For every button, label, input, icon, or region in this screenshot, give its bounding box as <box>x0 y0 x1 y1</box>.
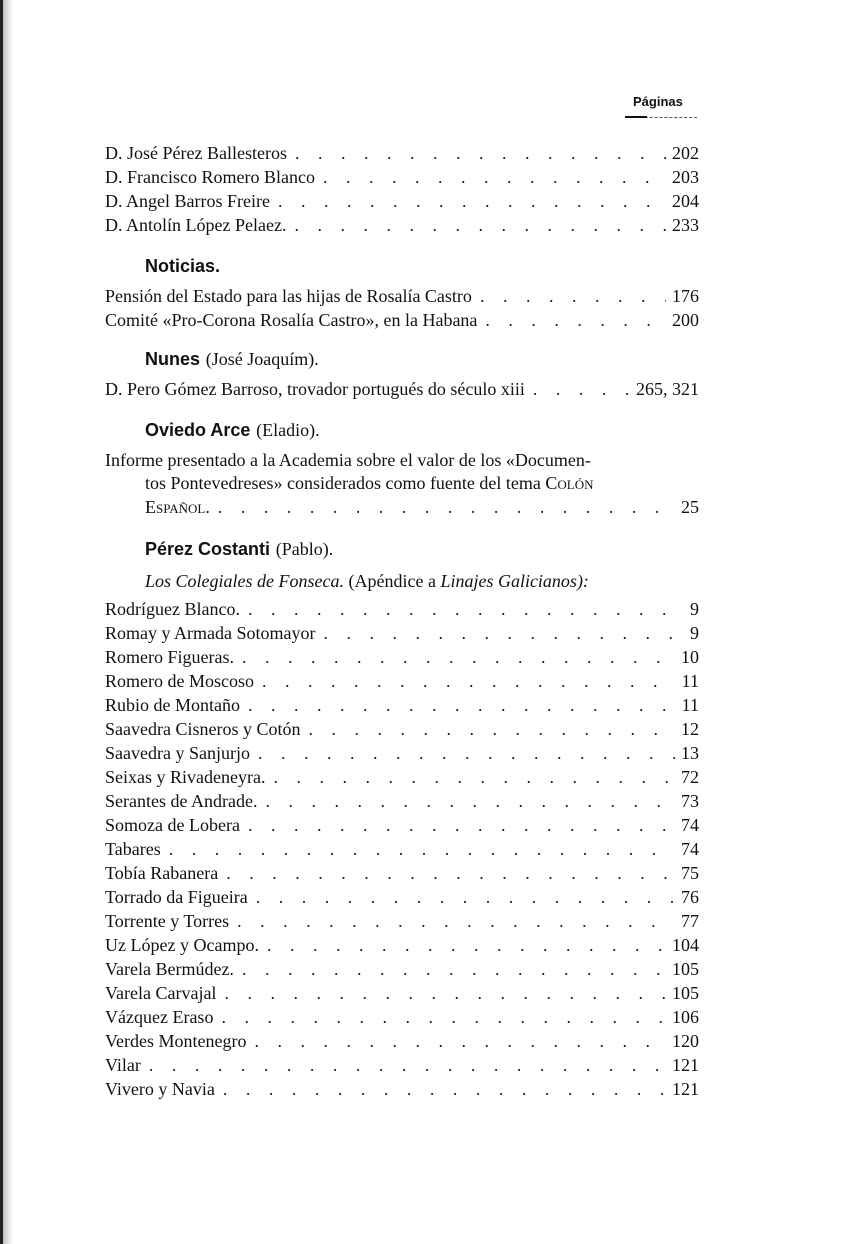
entry-page: 203 <box>672 167 699 187</box>
entry-page: 76 <box>681 887 699 907</box>
entry-title: Uz López y Ocampo. <box>105 935 259 955</box>
dot-leader <box>248 885 675 909</box>
dot-leader <box>472 284 666 308</box>
entry-title: Tabares <box>105 839 161 859</box>
entry-page: 200 <box>672 310 699 330</box>
entry-page: 75 <box>681 863 699 883</box>
entry-title: Comité «Pro-Corona Rosalía Castro», en la Habana <box>105 310 478 330</box>
entry-title: Saavedra y Sanjurjo <box>105 743 250 763</box>
index-entry <box>145 495 699 519</box>
index-entry <box>105 189 699 213</box>
entry-title: Rubio de Montaño <box>105 695 240 715</box>
entry-title: D. José Pérez Ballesteros <box>105 143 287 163</box>
entry-page: 13 <box>681 743 699 763</box>
index-entry <box>105 957 699 981</box>
author-name: Nunes <box>145 349 201 369</box>
index-entry <box>105 1077 699 1101</box>
heading-text: Noticias. <box>145 256 221 276</box>
entry-line: Informe presentado a la Academia sobre el valor de los «Documen- <box>105 450 591 470</box>
author-name: Pérez Costanti <box>145 539 271 559</box>
entry-page: 121 <box>672 1079 699 1099</box>
index-entry <box>105 597 699 621</box>
entry-title: Vázquez Eraso <box>105 1007 214 1027</box>
entry-title: Rodríguez Blanco. <box>105 599 240 619</box>
entry-title: Torrente y Torres <box>105 911 230 931</box>
index-entry <box>105 861 699 885</box>
dot-leader <box>161 837 675 861</box>
entry-page: 11 <box>681 695 699 715</box>
entry-title: Vivero y Navia <box>105 1079 215 1099</box>
dot-leader <box>141 1053 666 1077</box>
index-entry <box>105 693 699 717</box>
dot-leader <box>254 669 676 693</box>
entry-title: Verdes Montenegro <box>105 1031 247 1051</box>
section-heading-noticias <box>145 254 220 279</box>
entry-title: Torrado da Figueira <box>105 887 248 907</box>
entry-page: 72 <box>681 767 699 787</box>
header-rule <box>625 117 697 118</box>
dot-leader <box>257 789 675 813</box>
entry-title: Saavedra Cisneros y Cotón <box>105 719 301 739</box>
index-entry <box>105 621 699 645</box>
entry-page: 10 <box>681 647 699 667</box>
index-entry <box>105 789 699 813</box>
index-entry <box>105 909 699 933</box>
dot-leader <box>218 861 675 885</box>
author-given: (Eladio). <box>256 420 320 440</box>
entry-line: tos Pontevedreses» considerados como fuente del tema Colón <box>145 473 594 493</box>
index-entry <box>105 981 699 1005</box>
dot-leader <box>215 1077 666 1101</box>
entry-title: D. Antolín López Pelaez. <box>105 215 287 235</box>
dot-leader <box>259 933 666 957</box>
entry-page: 204 <box>672 191 699 211</box>
entry-page: 176 <box>672 286 699 306</box>
subtitle-text: (Apéndice a <box>343 571 441 591</box>
index-entry <box>105 837 699 861</box>
entry-page: 12 <box>681 719 699 739</box>
author-given: (Pablo). <box>275 539 334 559</box>
dot-leader <box>315 165 666 189</box>
author-heading-perez <box>145 537 333 562</box>
entry-page: 74 <box>681 839 699 859</box>
entry-title: Seixas y Rivadeneyra. <box>105 767 266 787</box>
entry-page: 9 <box>690 623 699 643</box>
column-header-pages: Páginas <box>633 94 683 109</box>
entry-title: Tobía Rabanera <box>105 863 219 883</box>
dot-leader <box>246 1029 666 1053</box>
index-entry <box>105 284 699 308</box>
entry-title: Varela Carvajal <box>105 983 217 1003</box>
index-entry <box>105 141 699 165</box>
author-name: Oviedo Arce <box>145 420 251 440</box>
index-entry <box>105 1029 699 1053</box>
dot-leader <box>234 645 675 669</box>
page-edge <box>0 0 3 1244</box>
dot-leader <box>229 909 675 933</box>
entry-page: 73 <box>681 791 699 811</box>
dot-leader <box>270 189 666 213</box>
entry-title: Romero de Moscoso <box>105 671 254 691</box>
dot-leader <box>315 621 684 645</box>
entry-page: 74 <box>681 815 699 835</box>
dot-leader <box>210 495 675 519</box>
entry-title: Serantes de Andrade. <box>105 791 258 811</box>
index-entry <box>105 669 699 693</box>
work-subtitle <box>145 569 589 593</box>
dot-leader <box>234 957 666 981</box>
entry-page: 121 <box>672 1055 699 1075</box>
work-title: Linajes Galicianos): <box>440 571 589 591</box>
entry-page: 106 <box>672 1007 699 1027</box>
entry-page: 104 <box>672 935 699 955</box>
index-entry <box>105 765 699 789</box>
entry-page: 120 <box>672 1031 699 1051</box>
entry-page: 11 <box>681 671 699 691</box>
entry-page: 25 <box>681 497 699 517</box>
dot-leader <box>286 213 666 237</box>
entry-title: Pensión del Estado para las hijas de Rosalía Castro <box>105 286 472 306</box>
index-entry <box>105 1005 699 1029</box>
author-given: (José Joaquím). <box>205 349 319 369</box>
entry-title: Vilar <box>105 1055 141 1075</box>
dot-leader <box>240 693 676 717</box>
author-heading-oviedo <box>145 418 320 443</box>
entry-page: 77 <box>681 911 699 931</box>
dot-leader <box>287 141 666 165</box>
entry-title: Español. <box>145 497 210 517</box>
index-entry <box>105 813 699 837</box>
entry-page: 105 <box>672 959 699 979</box>
author-heading-nunes <box>145 347 319 372</box>
index-entry <box>105 1053 699 1077</box>
entry-title: Romero Figueras. <box>105 647 234 667</box>
dot-leader <box>240 813 675 837</box>
dot-leader <box>240 597 684 621</box>
dot-leader <box>300 717 675 741</box>
entry-page: 9 <box>690 599 699 619</box>
entry-page: 265, 321 <box>636 379 699 399</box>
index-entry <box>105 213 699 237</box>
dot-leader <box>477 308 666 332</box>
entry-page: 105 <box>672 983 699 1003</box>
index-entry <box>105 933 699 957</box>
index-entry <box>105 645 699 669</box>
entry-title: D. Angel Barros Freire <box>105 191 270 211</box>
index-entry <box>105 165 699 189</box>
entry-title: D. Pero Gómez Barroso, trovador portugués do século xiii <box>105 379 525 399</box>
work-title: Los Colegiales de Fonseca. <box>145 571 344 591</box>
entry-title: Varela Bermúdez. <box>105 959 234 979</box>
index-entry <box>105 377 699 401</box>
entry-page: 202 <box>672 143 699 163</box>
dot-leader <box>250 741 675 765</box>
dot-leader <box>525 377 630 401</box>
index-entry <box>105 717 699 741</box>
entry-title: D. Francisco Romero Blanco <box>105 167 315 187</box>
entry-title: Somoza de Lobera <box>105 815 240 835</box>
index-entry <box>105 885 699 909</box>
dot-leader <box>213 1005 666 1029</box>
index-entry <box>105 741 699 765</box>
dot-leader <box>265 765 675 789</box>
index-entry <box>105 308 699 332</box>
entry-title: Romay y Armada Sotomayor <box>105 623 316 643</box>
dot-leader <box>216 981 666 1005</box>
entry-page: 233 <box>672 215 699 235</box>
